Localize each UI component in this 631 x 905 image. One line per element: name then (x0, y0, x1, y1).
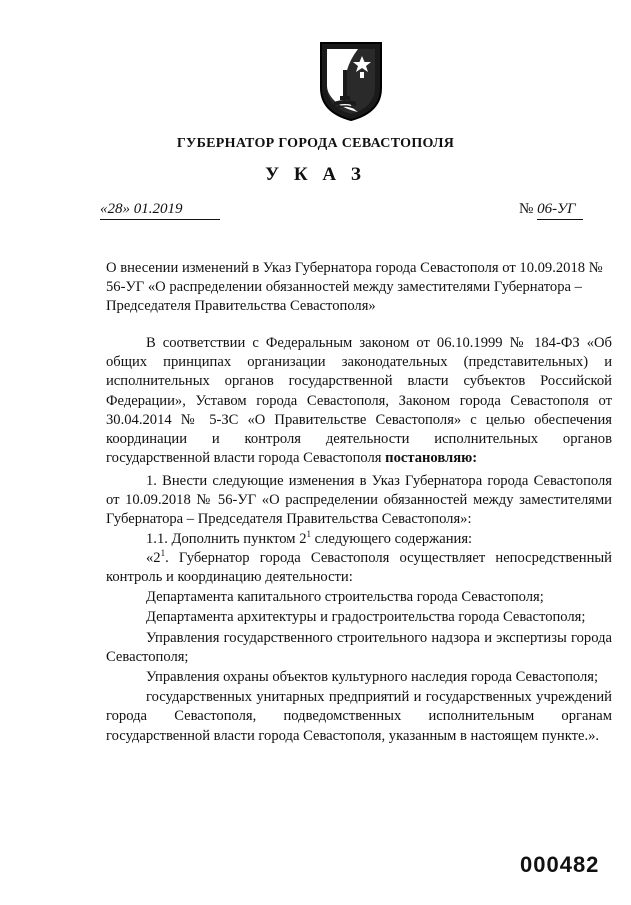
point-1: 1. Внести следующие изменения в Указ Губернатора города Севастополя от 10.09.2018 № 56-УГ «О распределении обязанностей между заместителями Губернатора – Председателя Правительства Севастополя»: (106, 473, 612, 528)
subject-text: О внесении изменений в Указ Губернатора города Севастополя от 10.09.2018 № 56-УГ «О распределении обязанностей между заместителями Губернатора – Председателя Правительства Севастополя» (106, 260, 603, 315)
list-item: Департамента капитального строительства города Севастополя; (146, 589, 544, 606)
point-1-1 (106, 530, 612, 549)
serial-number: 000482 (520, 852, 600, 877)
issuer-title: ГУБЕРНАТОР ГОРОДА СЕВАСТОПОЛЯ (176, 136, 455, 151)
preamble-text: В соответствии с Федеральным законом от 06.10.1999 № 184-ФЗ «Об общих принципах организации законодательных (представительных) и исполнительных органов государственной власти субъектов Российской Федерации», Уставом города Севастополя, Законом города Севастополя от 30.04.2014 № 5-ЗС «О Правительстве Севастополя» с целью обеспечения координации и контроля деятельности исполнительных органов государственной власти города Севастополя (106, 335, 612, 467)
decree-word: постановляю: (385, 450, 478, 467)
list-item: Департамента архитектуры и градостроительства города Севастополя; (146, 609, 586, 626)
point-1-1-sup: 1 (306, 528, 311, 539)
point-1-1-suffix: следующего содержания: (311, 530, 473, 547)
list-item: Управления государственного строительного надзора и экспертизы города Севастополя; (106, 629, 612, 665)
decree-date: «28» 01.2019 (100, 199, 220, 220)
decree-subject (106, 259, 612, 317)
point-1-1-prefix: 1.1. Дополнить пунктом 2 (146, 530, 307, 547)
quoted-point (106, 549, 612, 587)
number-sign: № (519, 201, 534, 217)
quoted-point-suffix: . Губернатор города Севастополя осуществляет непосредственный контроль и координацию деятельности: (106, 549, 612, 586)
document-type: У К А З (265, 164, 366, 185)
decree-number-line (519, 199, 593, 219)
preamble-paragraph (106, 334, 612, 468)
list-item: государственных унитарных предприятий и государственных учреждений города Севастополя, подведомственных исполнительным органам государственной власти города Севастополя, указанным в настоящем пункте.». (106, 689, 612, 744)
quoted-point-sup: 1 (160, 547, 166, 558)
quoted-point-prefix: «2 (146, 549, 161, 566)
decree-points (106, 472, 612, 746)
sevastopol-coat-of-arms (318, 40, 384, 122)
preamble (106, 334, 612, 468)
coat-of-arms-icon (318, 40, 384, 122)
list-item: Управления охраны объектов культурного наследия города Севастополя; (146, 669, 599, 686)
decree-number: 06-УГ (537, 199, 583, 220)
